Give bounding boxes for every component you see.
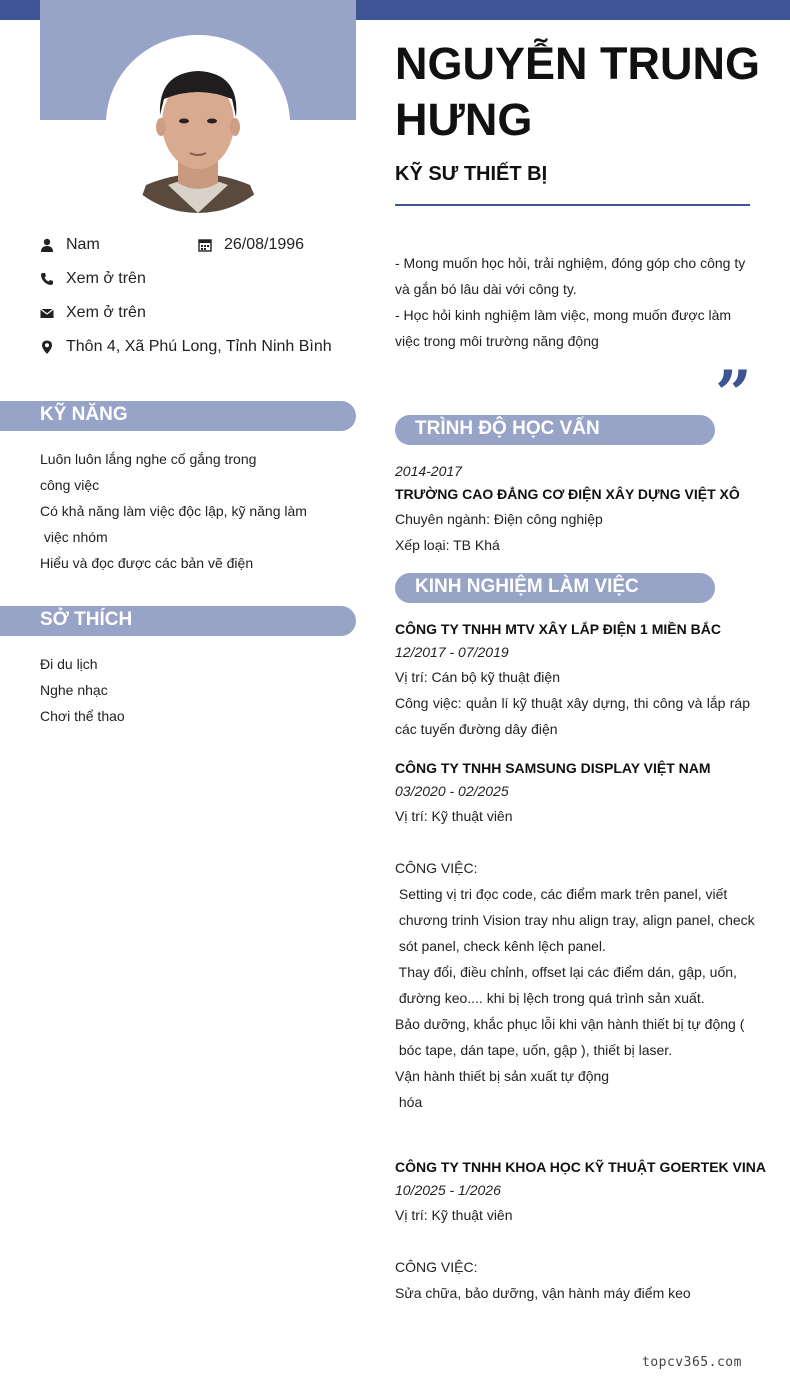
job-line: Vị trí: Cán bộ kỹ thuật điện	[395, 669, 560, 685]
job-line: CÔNG VIỆC:	[395, 1259, 478, 1275]
address-row	[40, 338, 332, 356]
skill-line: Hiểu và đọc được các bản vẽ điện	[40, 555, 254, 571]
candidate-name: NGUYỄN TRUNG HƯNG	[395, 38, 761, 145]
job-line: Vận hành thiết bị sản xuất tự động	[395, 1068, 610, 1084]
experience-heading: KINH NGHIỆM LÀM VIỆC	[415, 576, 639, 597]
job-line: Thay đổi, điều chỉnh, offset lại các điểm dán, gập, uốn,	[395, 964, 737, 980]
job-title: KỸ SƯ THIẾT BỊ	[395, 163, 548, 185]
job-line: Bảo dưỡng, khắc phục lỗi khi vận hành thiết bị tự động (	[395, 1016, 745, 1032]
job-line: Công việc: quản lí kỹ thuật xây dựng, thi công và lắp ráp	[395, 695, 750, 711]
objective-line: - Mong muốn học hỏi, trải nghiệm, đóng góp cho công ty	[395, 255, 746, 271]
title-divider	[395, 204, 750, 206]
email-value: Xem ở trên	[66, 304, 146, 321]
job-period: 10/2025 - 1/2026	[395, 1182, 501, 1198]
job-line: hóa	[395, 1094, 423, 1110]
skills-header	[0, 401, 356, 431]
job-company: CÔNG TY TNHH SAMSUNG DISPLAY VIỆT NAM	[395, 760, 711, 776]
location-pin-icon	[40, 340, 54, 354]
hobby-line: Nghe nhạc	[40, 682, 108, 698]
address-value: Thôn 4, Xã Phú Long, Tỉnh Ninh Bình	[66, 338, 332, 355]
site-watermark: topcv365.com	[642, 1355, 742, 1370]
user-icon	[40, 238, 54, 252]
job-company: CÔNG TY TNHH KHOA HỌC KỸ THUẬT GOERTEK VINA	[395, 1159, 767, 1175]
phone-row	[40, 270, 146, 288]
skill-line: việc nhóm	[40, 529, 108, 545]
experience-header	[395, 573, 715, 603]
gender-row	[40, 236, 100, 254]
birthdate-row	[198, 236, 304, 254]
education-header	[395, 415, 715, 445]
phone-icon	[40, 272, 54, 286]
job-line: CÔNG VIỆC:	[395, 860, 478, 876]
skill-line: Luôn luôn lắng nghe cố gắng trong	[40, 451, 257, 467]
quote-icon: ”	[715, 357, 752, 432]
skill-line: công việc	[40, 477, 100, 493]
job-company: CÔNG TY TNHH MTV XÂY LẮP ĐIỆN 1 MIỀN BẮC	[395, 621, 721, 637]
mail-icon	[40, 306, 54, 320]
job-line: chương trinh Vision tray nhu align tray, align panel, check	[395, 912, 755, 928]
gender-value: Nam	[66, 236, 100, 253]
objective-line: việc trong môi trường năng động	[395, 333, 599, 349]
job-period: 03/2020 - 02/2025	[395, 783, 509, 799]
job-period: 12/2017 - 07/2019	[395, 644, 509, 660]
skill-line: Có khả năng làm việc độc lập, kỹ năng làm	[40, 503, 307, 519]
avatar	[106, 35, 290, 213]
phone-value: Xem ở trên	[66, 270, 146, 287]
job-line: Setting vị tri đọc code, các điểm mark trên panel, viết	[395, 886, 728, 902]
job-line: Vị trí: Kỹ thuật viên	[395, 808, 513, 824]
email-row	[40, 304, 146, 322]
job-line: Sửa chữa, bảo dưỡng, vận hành máy điểm keo	[395, 1285, 691, 1301]
education-major: Chuyên ngành: Điện công nghiệp	[395, 511, 603, 527]
hobby-line: Chơi thể thao	[40, 708, 125, 724]
objective-line: và gắn bó lâu dài với công ty.	[395, 281, 577, 297]
education-period: 2014-2017	[395, 463, 462, 479]
job-line: các tuyến đường dây điện	[395, 721, 558, 737]
birthdate-value: 26/08/1996	[224, 236, 305, 253]
calendar-icon	[198, 238, 212, 252]
hobbies-header	[0, 606, 356, 636]
objective-line: - Học hỏi kinh nghiệm làm việc, mong muốn được làm	[395, 307, 732, 323]
hobbies-heading: SỞ THÍCH	[40, 609, 133, 630]
education-heading: TRÌNH ĐỘ HỌC VẤN	[415, 418, 600, 439]
skills-heading: KỸ NĂNG	[40, 404, 128, 425]
hobby-line: Đi du lịch	[40, 656, 98, 672]
education-grade: Xếp loại: TB Khá	[395, 537, 500, 553]
job-line: sót panel, check kênh lệch panel.	[395, 938, 606, 954]
job-line: bóc tape, dán tape, uốn, gập ), thiết bị laser.	[395, 1042, 673, 1058]
job-line: đường keo.... khi bị lệch trong quá trình sản xuất.	[395, 990, 705, 1006]
education-school: TRƯỜNG CAO ĐẲNG CƠ ĐIỆN XÂY DỰNG VIỆT XÔ	[395, 486, 740, 502]
job-line: Vị trí: Kỹ thuật viên	[395, 1207, 513, 1223]
